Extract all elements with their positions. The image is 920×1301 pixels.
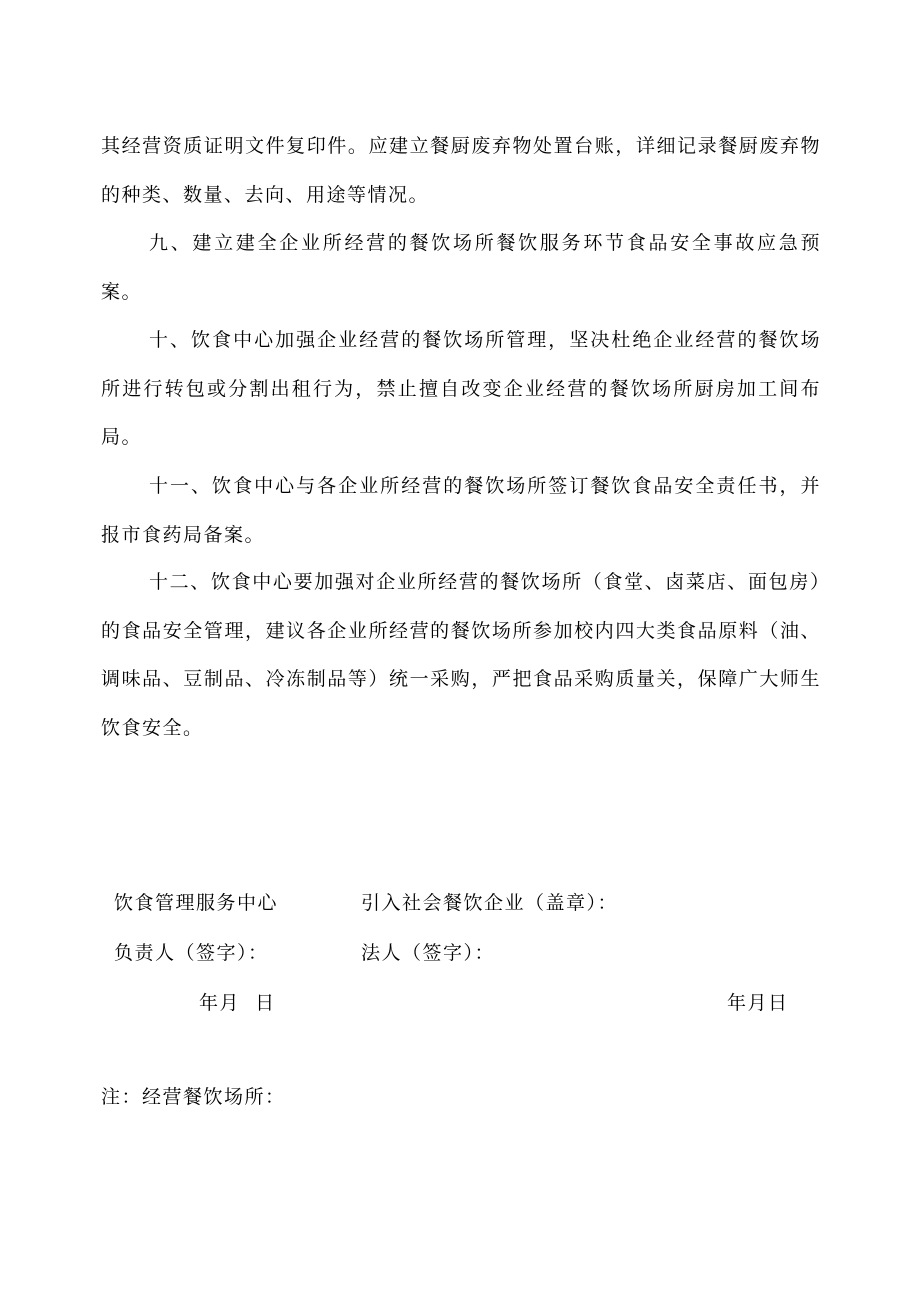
footnote: 注：经营餐饮场所：	[101, 1086, 286, 1108]
paragraph-continuation: 其经营资质证明文件复印件。应建立餐厨废弃物处置台账，详细记录餐厨废弃物的种类、数量、去向、用途等情况。	[101, 135, 821, 206]
signature-left-date: 年月 日	[199, 992, 276, 1014]
signature-left-person: 负责人（签字）：	[114, 942, 269, 964]
signature-right-date: 年月日	[727, 992, 789, 1014]
signature-right-org: 引入社会餐饮企业（盖章）：	[361, 892, 619, 914]
paragraph-item-12: 十二、饮食中心要加强对企业所经营的餐饮场所（食堂、卤菜店、面包房）的食品安全管理，建议各企业所经营的餐饮场所参加校内四大类食品原料（油、调味品、豆制品、冷冻制品等）统一采购，严把食品采购质量关，保障广大师生饮食安全。	[101, 571, 821, 739]
paragraph-item-9: 九、建立建全企业所经营的餐饮场所餐饮服务环节食品安全事故应急预案。	[101, 232, 821, 303]
paragraph-item-11: 十一、饮食中心与各企业所经营的餐饮场所签订餐饮食品安全责任书，并报市食药局备案。	[101, 475, 821, 546]
signature-left-org: 饮食管理服务中心	[114, 892, 279, 914]
signature-right-person: 法人（签字）：	[361, 942, 496, 964]
paragraph-item-10: 十、饮食中心加强企业经营的餐饮场所管理，坚决杜绝企业经营的餐饮场所进行转包或分割出租行为，禁止擅自改变企业经营的餐饮场所厨房加工间布局。	[101, 329, 821, 448]
